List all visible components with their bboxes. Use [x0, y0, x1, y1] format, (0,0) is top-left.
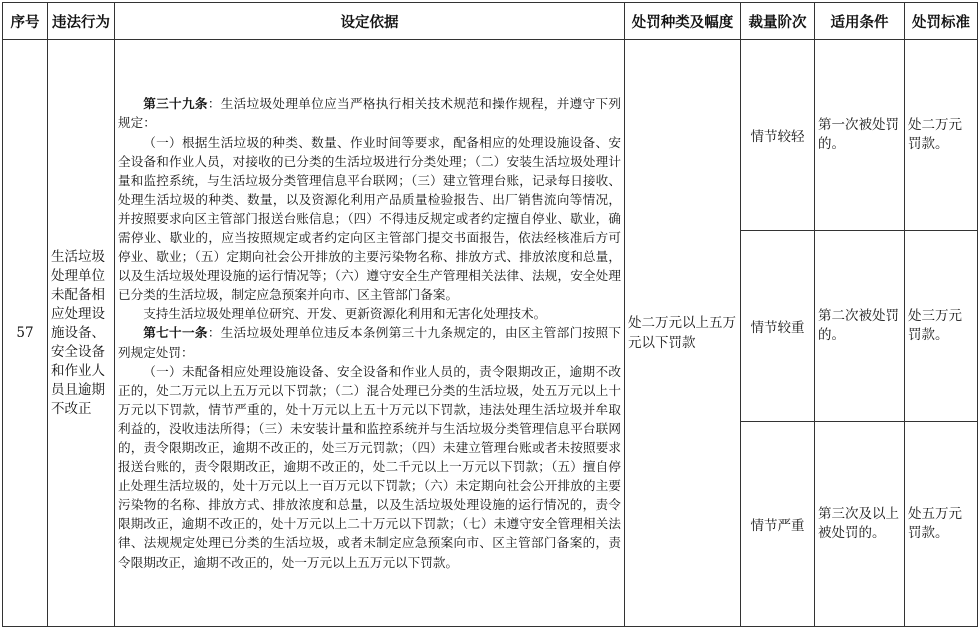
violation-behavior: 生活垃圾处理单位未配备相应处理设施设备、安全设备和作业人员且逾期不改正 [48, 40, 115, 627]
table-row [3, 40, 978, 231]
article-71-lead: ：生活垃圾处理单位违反本条例第三十九条规定的，由区主管部门按照下列规定处罚： [118, 325, 622, 360]
header-basis: 设定依据 [115, 3, 625, 40]
applicable-condition: 第三次及以上被处罚的。 [815, 422, 905, 627]
header-condition: 适用条件 [815, 3, 905, 40]
applicable-condition: 第二次被处罚的。 [815, 231, 905, 422]
penalty-standard: 处五万元罚款。 [905, 422, 978, 627]
article-39-title: 第三十九条 [143, 96, 208, 112]
penalty-discretion-table [2, 2, 978, 627]
discretion-level: 情节严重 [741, 422, 815, 627]
header-no: 序号 [3, 3, 48, 40]
article-39-lead: ：生活垃圾处理单位应当严格执行相关技术规范和操作规程，并遵守下列规定： [118, 96, 622, 131]
article-71-title: 第七十一条 [143, 325, 208, 341]
header-discretion: 裁量阶次 [741, 3, 815, 40]
penalty-standard: 处三万元罚款。 [905, 231, 978, 422]
header-standard: 处罚标准 [905, 3, 978, 40]
applicable-condition: 第一次被处罚的。 [815, 40, 905, 231]
header-behavior: 违法行为 [48, 3, 115, 40]
article-39-heading [118, 94, 621, 132]
header-row [3, 3, 978, 40]
header-penalty-range: 处罚种类及幅度 [625, 3, 741, 40]
article-71-heading [118, 323, 621, 361]
article-71-items: （一）未配备相应处理设施设备、安全设备和作业人员的，责令限期改正，逾期不改正的，处二万元以上五万元以下罚款；（二）混合处理已分类的生活垃圾，处五万元以上十万元以下罚款，情节严重的，处十万元以上五十万元以下罚款，违法处理生活垃圾并牟取利益的，没收违法所得；（三）未安装计量和监控系统并与生活垃圾分类管理信息平台联网的，责令限期改正，逾期不改正的，处三万元罚款；（四）未建立管理台账或者未按照要求报送台账的，责令限期改正，逾期不改正的，处二千元以上一万元以下罚款；（五）擅自停止处理生活垃圾的，处十万元以上一百万元以下罚款；（六）未定期向社会公开排放的主要污染物的名称、排放方式、排放浓度和总量，以及生活垃圾处理设施的运行情况的，责令限期改正，逾期不改正的，处十万元以上二十万元以下罚款；（七）未遵守安全管理相关法律、法规规定处理已分类的生活垃圾，或者未制定应急预案向市、区主管部门备案的，责令限期改正，逾期不改正的，处一万元以上五万元以下罚款。 [118, 363, 621, 570]
discretion-level: 情节较轻 [741, 40, 815, 231]
legal-basis [115, 40, 625, 627]
penalty-range: 处二万元以上五万元以下罚款 [625, 40, 741, 627]
row-number: 57 [3, 40, 48, 627]
article-39-support: 支持生活垃圾处理单位研究、开发、更新资源化利用和无害化处理技术。 [143, 306, 547, 322]
penalty-standard: 处二万元罚款。 [905, 40, 978, 231]
discretion-level: 情节较重 [741, 231, 815, 422]
article-39-items: （一）根据生活垃圾的种类、数量、作业时间等要求，配备相应的处理设施设备、安全设备和作业人员，对接收的已分类的生活垃圾进行分类处理；（二）安装生活垃圾处理计量和监控系统，与生活垃圾分类管理信息平台联网；（三）建立管理台账，记录每日接收、处理生活垃圾的种类、数量，以及资源化利用产品质量检验报告、出厂销售流向等情况，并按照要求向区主管部门报送台账信息；（四）不得违反规定或者约定擅自停业、歇业，确需停业、歇业的，应当按照规定或者约定向区主管部门提交书面报告，依法经核准后方可停业、歇业；（五）定期向社会公开排放的主要污染物名称、排放方式、排放浓度和总量，以及生活垃圾处理设施的运行情况等；（六）遵守安全生产管理相关法律、法规，安全处理已分类的生活垃圾，制定应急预案并向市、区主管部门备案。 [118, 134, 621, 303]
document-page [2, 2, 977, 627]
